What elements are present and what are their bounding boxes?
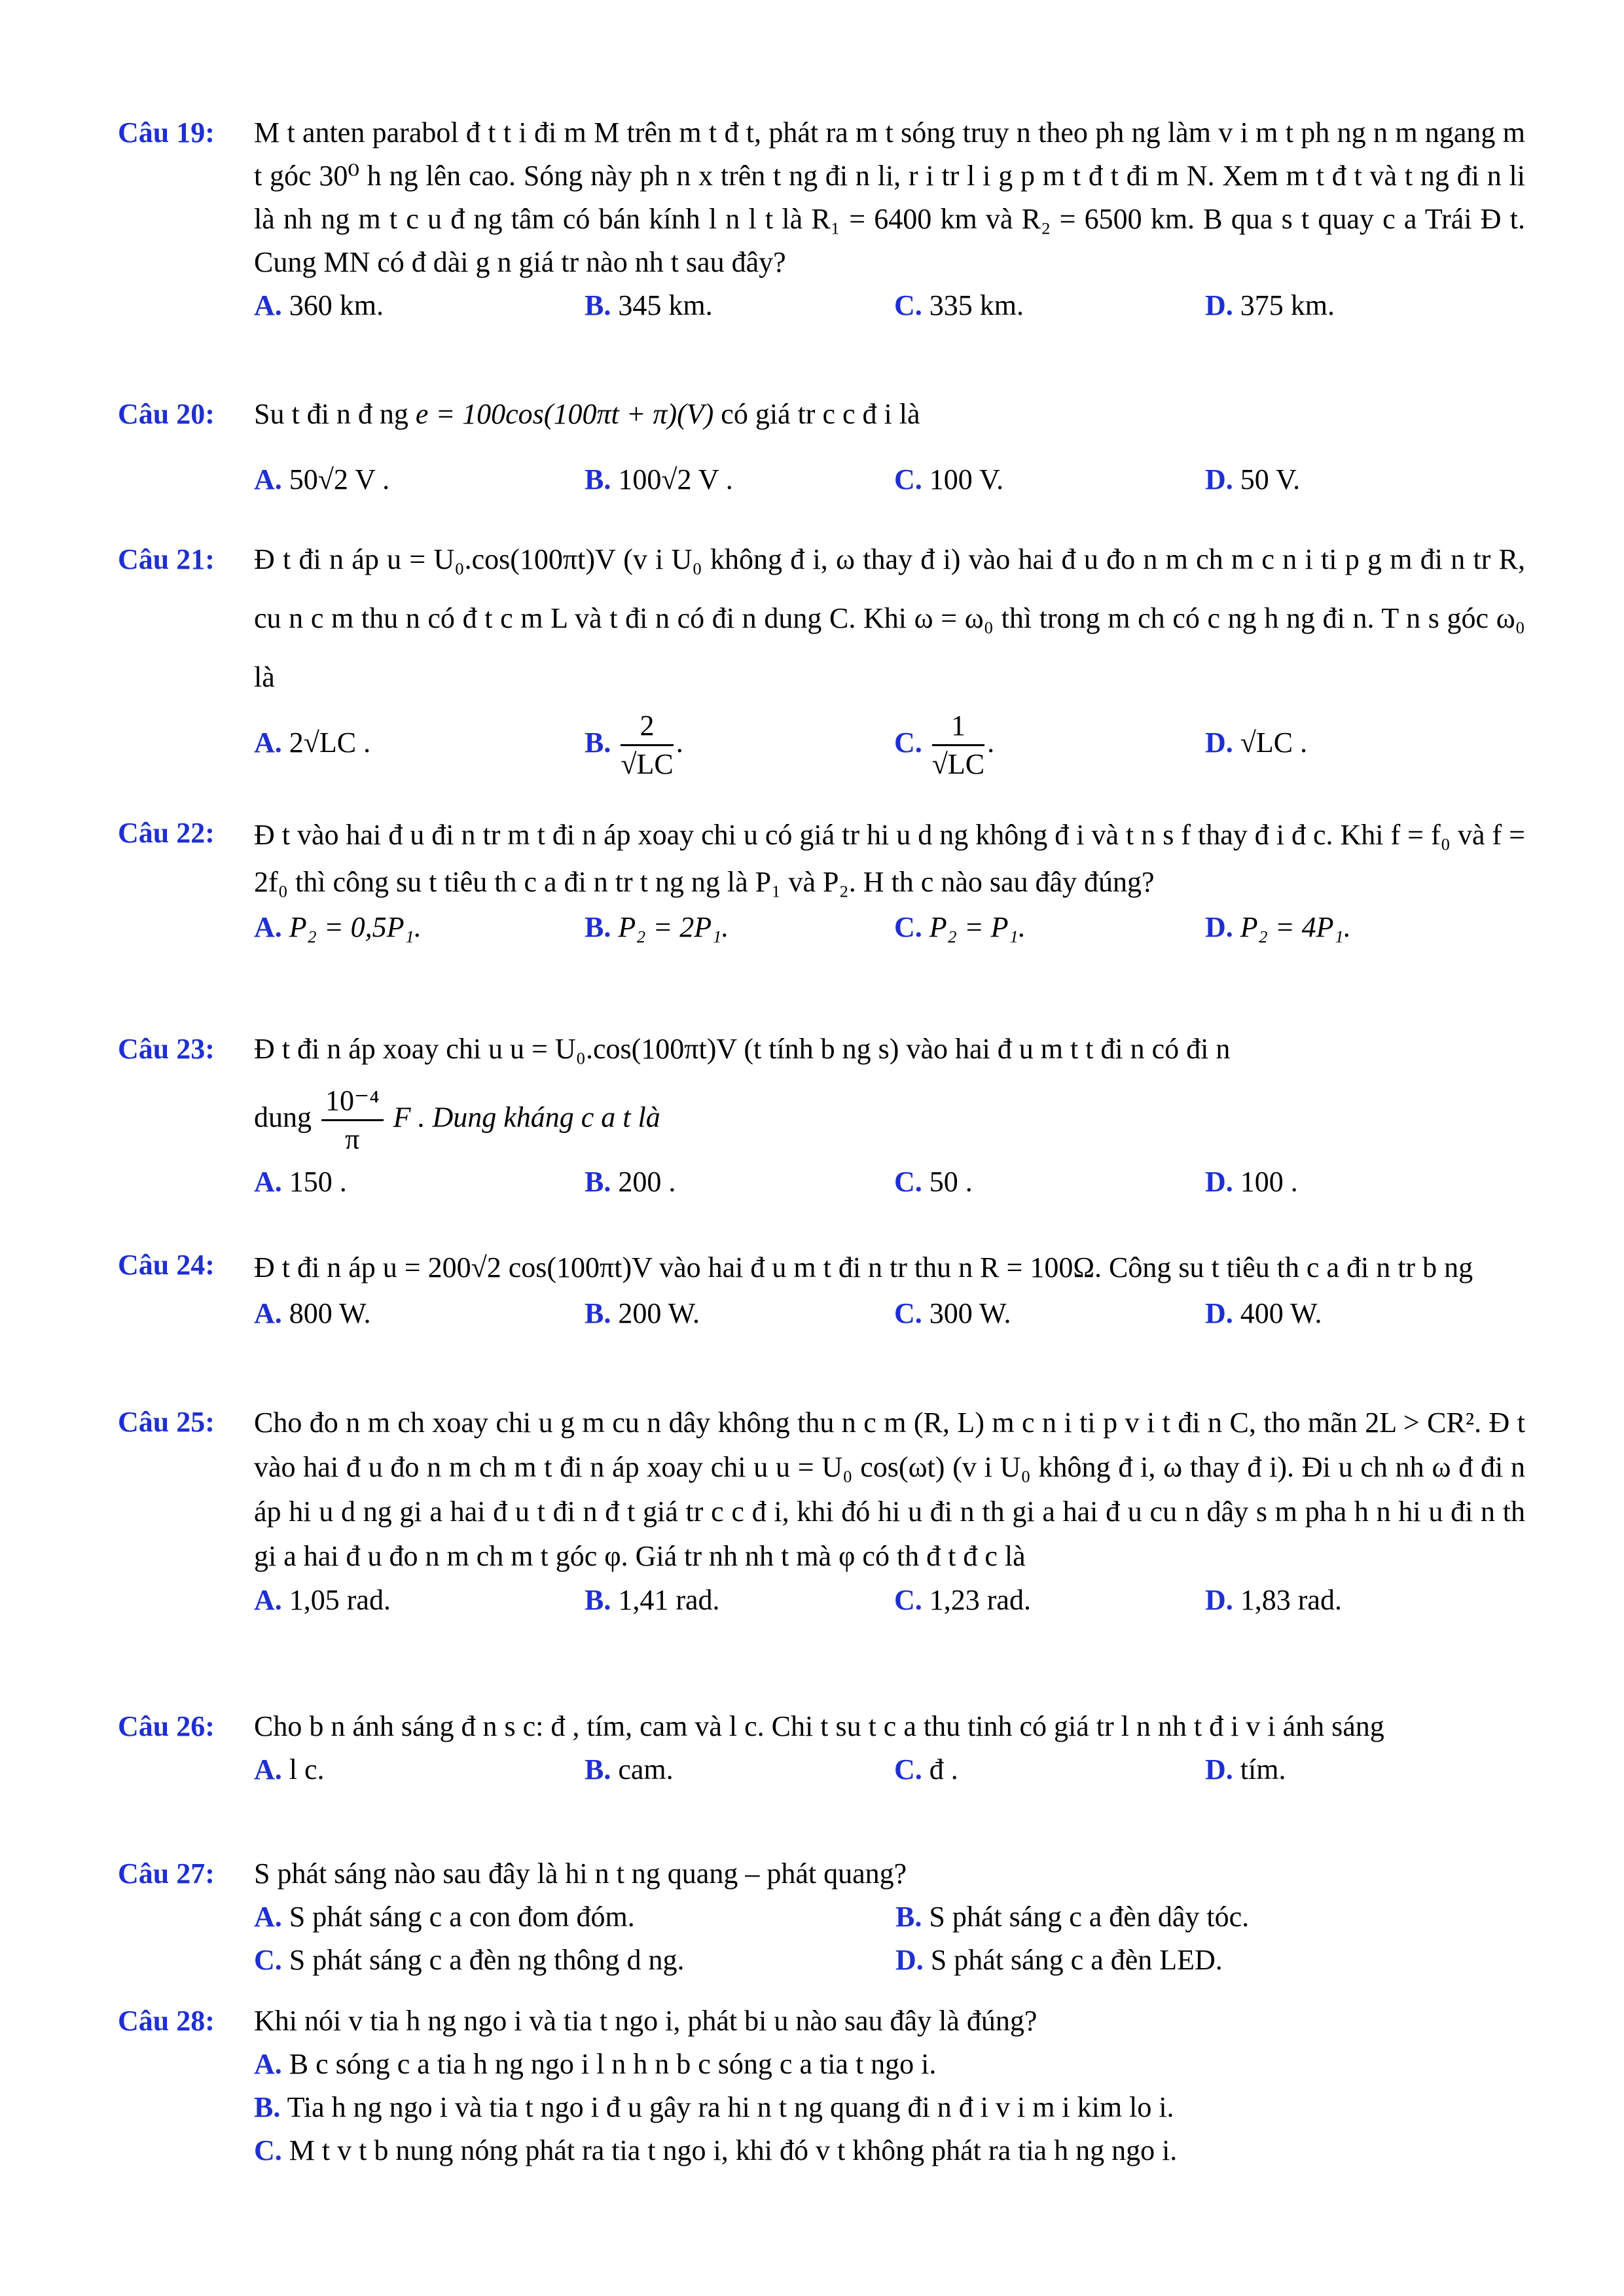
question-stem: Su t đi n đ ng e = 100cos(100πt + π)(V) có giá tr c c đ i là <box>254 398 920 430</box>
answer-options <box>254 458 1525 501</box>
question-stem: Đ t đi n áp u = 200√2 cos(100πt)V vào hai đ u m t đi n tr thu n R = 100Ω. Công su t tiêu th c a đi n tr b ng <box>254 1251 1473 1283</box>
option-b[interactable]: B. Tia h ng ngo i và tia t ngo i đ u gây ra hi n t ng quang đi n đ i v i m i kim lo i. <box>254 2091 1174 2123</box>
question-stem: Khi nói v tia h ng ngo i và tia t ngo i, phát bi u nào sau đây là đúng? <box>254 2005 1038 2037</box>
option-c[interactable]: C. 50 . <box>894 1166 973 1198</box>
answer-options <box>254 906 1525 949</box>
question-24 <box>118 1244 1525 1335</box>
option-c[interactable]: C. P₂ = P₁. <box>894 911 1026 943</box>
answer-options <box>254 707 1525 779</box>
option-c[interactable]: C. M t v t b nung nóng phát ra tia t ngo i, khi đó v t không phát ra tia h ng ngo i. <box>254 2134 1178 2166</box>
question-28 <box>118 2000 1525 2172</box>
option-a[interactable]: A. B c sóng c a tia h ng ngo i l n h n b c sóng c a tia t ngo i. <box>254 2048 937 2080</box>
question-label: Câu 24: <box>118 1249 215 1281</box>
emf-formula: e = 100cos(100πt + π)(V) <box>415 398 714 430</box>
question-label: Câu 22: <box>118 817 215 849</box>
question-stem: Cho b n ánh sáng đ n s c: đ , tím, cam và l c. Chi t su t c a thu tinh có giá tr l n nh t đ i v i ánh sáng <box>254 1710 1384 1742</box>
option-c[interactable]: C. $\frac{1}{√LC}$ . <box>894 707 994 783</box>
question-20 <box>118 393 1525 501</box>
option-a[interactable]: A. 150 . <box>254 1166 347 1198</box>
question-stem: Đ t đi n áp u = U₀.cos(100πt)V (v i U₀ không đ i, ω thay đ i) vào hai đ u đo n m ch m c n i ti p g m đi n tr R, cu n c m thu n có đ t c m L và t đi n có đi n dung C. Khi ω = ω₀ thì trong m ch có c ng h ng đi n. T n s góc ω₀ là <box>254 543 1525 693</box>
option-b[interactable]: B. cam. <box>585 1753 674 1785</box>
option-d[interactable]: D. 100 . <box>1205 1166 1298 1198</box>
option-c[interactable]: C. S phát sáng c a đèn ng thông d ng. <box>254 1944 685 1976</box>
answer-options-row-2 <box>254 1939 1525 1982</box>
option-c[interactable]: C. 300 W. <box>894 1297 1011 1329</box>
option-b[interactable]: B. 1,41 rad. <box>585 1584 720 1616</box>
question-label: Câu 20: <box>118 398 215 430</box>
answer-options <box>254 1292 1525 1335</box>
option-d[interactable]: D. S phát sáng c a đèn LED. <box>895 1944 1223 1976</box>
question-label: Câu 25: <box>118 1406 215 1438</box>
option-b[interactable]: B. $\frac{2}{√LC}$ . <box>585 707 683 783</box>
option-a[interactable]: A. 2√LC . <box>254 726 371 759</box>
answer-options <box>254 284 1525 327</box>
question-26 <box>118 1705 1525 1791</box>
question-label: Câu 27: <box>118 1857 215 1890</box>
option-a[interactable]: A. 800 W. <box>254 1297 371 1329</box>
question-label: Câu 26: <box>118 1710 215 1742</box>
option-d[interactable]: D. P₂ = 4P₁. <box>1205 911 1351 943</box>
option-a[interactable]: A. S phát sáng c a con đom đóm. <box>254 1901 635 1933</box>
question-19 <box>118 111 1525 327</box>
option-b[interactable]: B. 200 . <box>585 1166 676 1198</box>
question-stem: Cho đo n m ch xoay chi u g m cu n dây không thu n c m (R, L) m c n i ti p v i t đi n C, tho mãn 2L > CR². Đ t vào hai đ u đo n m ch m t đi n áp xoay chi u u = U₀ cos(ωt) (v i U₀ không đ i, ω thay đ i). Đi u ch nh ω đ đi n áp hi u d ng gi a hai đ u t đi n đ t giá tr c c đ i, khi đó hi u đi n th gi a hai đ u cu n dây s m pha h n hi u đi n th gi a hai đ u đo n m ch m t góc φ. Giá tr nh nh t mà φ có th đ t đ c là <box>254 1407 1525 1572</box>
answer-options <box>254 1160 1525 1204</box>
option-b[interactable]: B. S phát sáng c a đèn dây tóc. <box>895 1901 1250 1933</box>
answer-options <box>254 1579 1525 1622</box>
option-a[interactable]: A. P₂ = 0,5P₁. <box>254 911 422 943</box>
question-22 <box>118 812 1525 949</box>
option-b[interactable]: B. 200 W. <box>585 1297 700 1329</box>
question-23 <box>118 1028 1525 1204</box>
option-d[interactable]: D. 400 W. <box>1205 1297 1322 1329</box>
question-27 <box>118 1852 1525 1982</box>
option-a[interactable]: A. 1,05 rad. <box>254 1584 391 1616</box>
option-c[interactable]: C. 1,23 rad. <box>894 1584 1031 1616</box>
option-b[interactable]: B. 345 km. <box>585 289 713 321</box>
option-c[interactable]: C. 335 km. <box>894 289 1024 321</box>
question-25 <box>118 1401 1525 1622</box>
option-a[interactable]: A. 360 km. <box>254 289 384 321</box>
option-c[interactable]: C. đ . <box>894 1753 958 1785</box>
question-label: Câu 28: <box>118 2005 215 2037</box>
question-stem-continued: dung $\frac{\text{10⁻⁴}}{\pi}$ F . Dung kháng c a t là <box>254 1083 1525 1158</box>
option-d[interactable]: D. tím. <box>1205 1753 1286 1785</box>
option-d[interactable]: D. 375 km. <box>1205 289 1335 321</box>
question-stem: Đ t vào hai đ u đi n tr m t đi n áp xoay chi u có giá tr hi u d ng không đ i và t n s f thay đ i đ c. Khi f = f₀ và f = 2f₀ thì công su t tiêu th c a đi n tr t ng ng là P₁ và P₂. H th c nào sau đây đúng? <box>254 819 1525 898</box>
option-d[interactable]: D. 1,83 rad. <box>1205 1584 1342 1616</box>
option-b[interactable]: B. 100√2 V . <box>585 463 733 495</box>
option-c[interactable]: C. 100 V. <box>894 463 1004 495</box>
question-label: Câu 23: <box>118 1033 215 1065</box>
question-label: Câu 19: <box>118 117 215 149</box>
option-d[interactable]: D. 50 V. <box>1205 463 1301 495</box>
question-stem: M t anten parabol đ t t i đi m M trên m t đ t, phát ra m t sóng truy n theo ph ng làm v i m t ph ng n m ngang m t góc 30⁰ h ng lên cao. Sóng này ph n x trên t ng đi n li, r i tr l i g p m t đ t đi m N. Xem m t đ t và t ng đi n li là nh ng m t c u đ ng tâm có bán kính l n l t là R₁ = 6400 km và R₂ = 6500 km. B qua s t quay c a Trái Đ t. Cung MN có đ dài g n giá tr nào nh t sau đây? <box>254 117 1525 278</box>
option-a[interactable]: A. l c. <box>254 1753 325 1785</box>
option-b[interactable]: B. P₂ = 2P₁. <box>585 911 729 943</box>
question-stem: Đ t đi n áp xoay chi u u = U₀.cos(100πt)V (t tính b ng s) vào hai đ u m t t đi n có đi n <box>254 1033 1231 1065</box>
question-21 <box>118 530 1525 779</box>
answer-options <box>254 1748 1525 1791</box>
option-a[interactable]: A. 50√2 V . <box>254 463 390 495</box>
question-stem: S phát sáng nào sau đây là hi n t ng quang – phát quang? <box>254 1857 907 1890</box>
option-d[interactable]: D. √LC . <box>1205 726 1308 759</box>
question-label: Câu 21: <box>118 543 215 575</box>
answer-options-row-1 <box>254 1895 1525 1939</box>
